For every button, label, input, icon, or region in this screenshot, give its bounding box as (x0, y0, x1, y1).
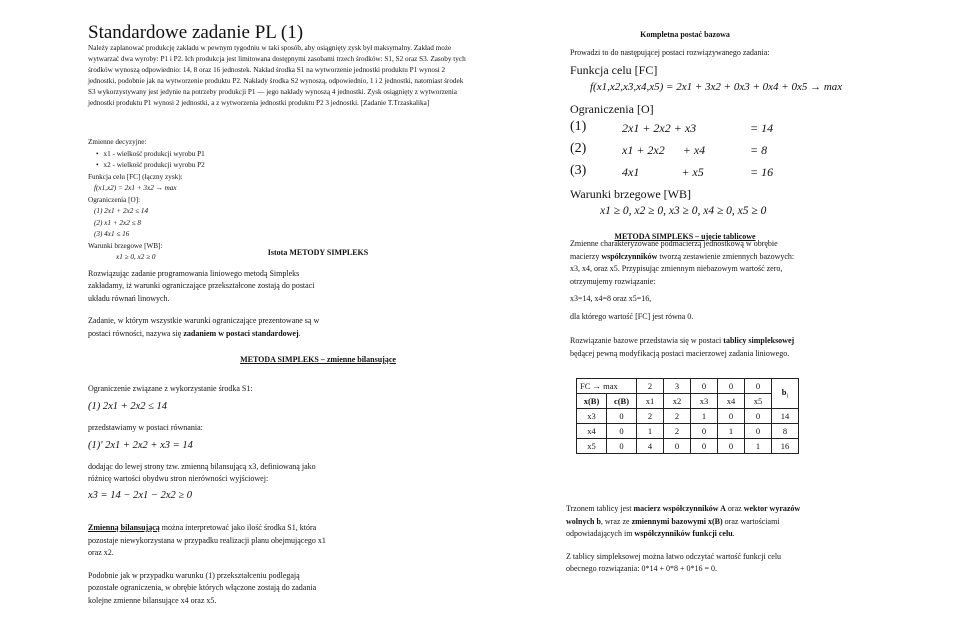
core-text-a: Trzonem tablicy jest (566, 504, 634, 513)
table-cell: 2 (637, 379, 664, 394)
core-text-h: współczynników funkcji celu (634, 529, 733, 538)
table-cell: 4 (637, 439, 664, 454)
table-cell: x4 (718, 394, 745, 409)
basis-text-a: Zmienne charakteryzowane podmacierzą jednostkową w obrębie macierzy (570, 239, 778, 261)
row3-number: (3) (570, 162, 587, 178)
var-x1: • x1 - wielkość produkcji wyrobu P1 (96, 149, 308, 161)
table-cell: 3 (664, 379, 691, 394)
table-cell: 0 (745, 424, 772, 439)
subsection-heading: METODA SIMPLEKS – zmienne bilansujące (240, 355, 396, 364)
fc-label: Funkcja celu [FC] (570, 62, 658, 77)
table-cell: 0 (718, 379, 745, 394)
table-cell: 0 (691, 439, 718, 454)
table-cell: x5 (745, 394, 772, 409)
row2-lhs: x1 + 2x2 + x4 (622, 142, 706, 157)
table-cell: x3 (691, 394, 718, 409)
table-row (577, 409, 799, 424)
table-cell: 0 (718, 409, 745, 424)
table-cell: 0 (664, 439, 691, 454)
basis-explanation (570, 238, 795, 360)
table-cell: x4 (577, 424, 607, 439)
decision-label: Zmienne decyzyjne: (88, 138, 147, 146)
table-cell: x3 (577, 409, 607, 424)
slack-term: Zmienną bilansującą (88, 523, 160, 532)
table-cell: 0 (745, 379, 772, 394)
table-cell: 8 (772, 424, 799, 439)
table-cell: 16 (772, 439, 799, 454)
core-text-c: oraz (725, 504, 744, 513)
basic-solution: x3=14, x4=8 oraz x5=16, (570, 294, 652, 303)
slack-interpretation-text: można interpretować jako ilość środka S1, która pozostaje niewykorzystana w przypadku realizacji planu obejmującego x1 oraz x2. (88, 523, 326, 557)
row3-rhs: = 16 (750, 164, 774, 179)
row2-rhs: = 8 (750, 142, 768, 157)
table-cell: 1 (691, 409, 718, 424)
basis-text-b: współczynników (601, 251, 658, 261)
table-cell: 2 (637, 409, 664, 424)
equation-intro: przedstawiamy w postaci równania: (88, 422, 203, 432)
objective-label: Funkcja celu [FC] (łączny zysk): (88, 172, 183, 181)
core-text-e: , wraz ze (600, 516, 632, 526)
var-x2: • x2 - wielkość produkcji wyrobu P2 (96, 160, 308, 172)
table-cell-b: $b_i$ (772, 379, 799, 409)
equation-equality: (1)' 2x1 + 2x2 + x3 = 14 (88, 440, 193, 451)
row3-lhs: 4x1 + x5 (622, 164, 704, 179)
table-cell: 14 (772, 409, 799, 424)
standard-form-term: zadaniem w postaci standardowej (183, 328, 299, 338)
basic-form-intro: Prowadzi to do następującej postaci rozwiązywanego zadania: (570, 48, 770, 57)
core-text-g: oraz wartościami odpowiadających im (566, 516, 780, 538)
simplex-table (576, 378, 799, 454)
method-heading: METODA SIMPLEKS – ujęcie tablicowe (614, 231, 756, 241)
wb-formula: x1 ≥ 0, x2 ≥ 0, x3 ≥ 0, x4 ≥ 0, x5 ≥ 0 (600, 204, 767, 217)
other-slacks-paragraph: Podobnie jak w przypadku warunku (1) przekształceniu podlegają pozostałe ograniczenia, w obrębie których włączone zostają do zadania kolejne zmienne bilansujące x4 oraz x5. (88, 570, 317, 605)
core-text-d: wektor wyrazów wolnych b (566, 504, 801, 526)
table-cell: 1 (745, 439, 772, 454)
tableau-text-a: Rozwiązanie bazowe przedstawia się w postaci (570, 336, 724, 345)
table-cell: 0 (745, 409, 772, 424)
standard-form-text: Zadanie, w którym wszystkie warunki ograniczające prezentowane są w postaci równości, nazywa się (88, 316, 320, 338)
table-cell: 2 (664, 409, 691, 424)
slack-interpretation (88, 522, 328, 560)
table-cell: 0 (607, 409, 637, 424)
row1-lhs: 2x1 + 2x2 + x3 (622, 120, 697, 135)
row1-rhs: = 14 (750, 120, 774, 135)
table-cell: 1 (718, 424, 745, 439)
page-title: Standardowe zadanie PL (1) (88, 22, 304, 43)
table-cell: c(B) (607, 394, 637, 409)
table-cell: FC → max (577, 379, 637, 394)
table-cell: 1 (637, 424, 664, 439)
model-notes (88, 137, 308, 264)
constraints-label: Ograniczenia [O]: (88, 195, 141, 204)
tableau-explanation (566, 503, 806, 576)
tableau-text-c: będącej pewną modyfikacją postaci macierzowej zadania liniowego. (570, 348, 790, 358)
problem-statement: Należy zaplanować produkcję zakładu w pewnym tygodniu w taki sposób, aby osiągnięty zysk był maksymalny. Zakład może wytwarzać dwa wyroby: P1 i P2. Ich produkcja jest limitowana dostępnymi zasobami trzech środków: S1, S2 oraz S3. Zasoby tych środków wynoszą odpowiednio: 14, 8 oraz 16 jednostek. Nakład środka S1 na wytworzenie jednostki produktu P1 wynosi 2 jednostki, podobnie jak na wytworzenie produktu P2. Nakłady środka S2 wynoszą, odpowiednio, 1 i 2 jednostki, natomiast środek S3 wykorzystywany jest jedynie na potrzeby produkcji P1 — jego nakłady wynoszą 4 jednostki. Zysk osiągnięty z wytworzenia jednostki produktu P1 wynosi 2 jednostki, a z wytworzenia jednostki produktu P2 3 jednostki. [Zadanie T.Trzaskalika] (88, 44, 466, 107)
table-cell: x1 (637, 394, 664, 409)
basis-paragraph (570, 238, 795, 288)
slack-equation: x3 = 14 − 2x1 − 2x2 ≥ 0 (88, 489, 193, 501)
simplex-essence-section (88, 247, 468, 607)
table-cell: x(B) (577, 394, 607, 409)
table-cell: 0 (691, 379, 718, 394)
fc-readout-paragraph: Z tablicy simpleksowej można łatwo odczytać wartość funkcji celu obecnego rozwiązania: 0*14 + 0*8 + 0*16 = 0. (566, 551, 782, 573)
fc-value-note: dla którego wartość [FC] jest równa 0. (570, 311, 694, 321)
edge-label: Warunki brzegowe [WB]: (88, 241, 163, 250)
table-cell: x5 (577, 439, 607, 454)
table-row (577, 424, 799, 439)
core-text-f: zmiennymi bazowymi x(B) (631, 516, 723, 526)
simplex-tableau (576, 378, 799, 454)
basic-form-section (570, 30, 843, 241)
table-subheader-row (577, 394, 799, 409)
constraints-label-right: Ograniczenia [O] (570, 101, 654, 116)
constraint-1: (1) 2x1 + 2x2 ≤ 14 (94, 207, 149, 215)
edge-conditions: x1 ≥ 0, x2 ≥ 0 (116, 253, 156, 261)
table-cell: 0 (607, 439, 637, 454)
row1-number: (1) (570, 118, 587, 134)
essence-paragraph: Rozwiązując zadanie programowania liniowego metodą Simpleks zakładamy, iż warunki ograniczające przekształcone zostają do postaci układu równań linowych. (88, 268, 315, 303)
tableau-text-b: tablicy simpleksowej (723, 336, 795, 345)
section-heading: Istota METODY SIMPLEKS (267, 248, 369, 257)
tableau-intro (570, 335, 795, 360)
table-cell: x2 (664, 394, 691, 409)
constraint-3: (3) 4x1 ≤ 16 (94, 230, 130, 238)
table-row (577, 439, 799, 454)
wb-label: Warunki brzegowe [WB] (570, 186, 691, 201)
table-cell: 0 (691, 424, 718, 439)
constraint-2: (2) x1 + 2x2 ≤ 8 (94, 218, 141, 227)
table-cell: 2 (664, 424, 691, 439)
fc-formula: f(x1,x2,x3,x4,x5) = 2x1 + 3x2 + 0x3 + 0x4 + 0x5 → max (590, 80, 843, 93)
table-cell: 0 (718, 439, 745, 454)
standard-form-paragraph: Zadanie, w którym wszystkie warunki ograniczające prezentowane są w postaci równości, nazywa się zadaniem w postaci standardowej. (88, 316, 320, 338)
constraint-intro: Ograniczenie związane z wykorzystanie środka S1: (88, 383, 253, 393)
row2-number: (2) (570, 140, 587, 156)
objective-formula: f(x1,x2) = 2x1 + 3x2 → max (94, 184, 177, 192)
basis-text-c: tworzą zestawienie zmiennych bazowych: x3, x4, oraz x5. Przypisując zmiennym niebazowym wartość zero, otrzymujemy rozwiązanie: (570, 251, 795, 286)
core-text-b: macierz współczynników A (633, 504, 726, 513)
constraints-system (570, 119, 800, 185)
slack-definition: dodając do lewej strony tzw. zmienną bilansującą x3, definiowaną jako różnicę wartości obydwu stron nierówności wyjściowej: (88, 461, 316, 483)
basic-form-heading: Kompletna postać bazowa (640, 30, 730, 39)
tableau-core-paragraph: Trzonem tablicy jest macierz współczynników A oraz wektor wyrazów wolnych b, wraz ze zmiennymi bazowymi x(B) oraz wartościami odpowiadających im współczynników funkcji celu. (566, 504, 801, 538)
table-header-row (577, 379, 799, 394)
equation-inequality: (1) 2x1 + 2x2 ≤ 14 (88, 401, 168, 412)
table-cell: 0 (607, 424, 637, 439)
